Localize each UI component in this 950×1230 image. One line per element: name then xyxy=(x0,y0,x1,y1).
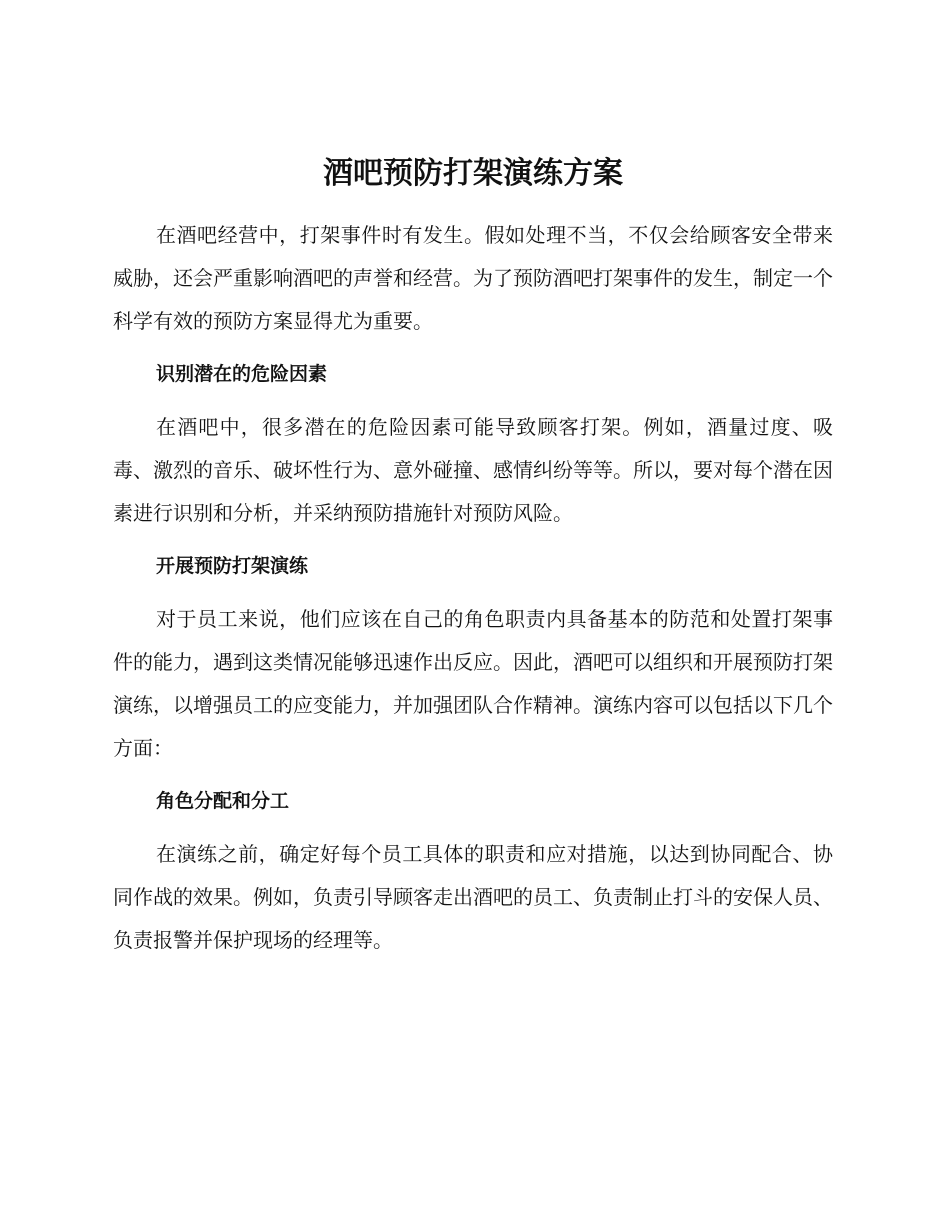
section-paragraph: 在酒吧中，很多潜在的危险因素可能导致顾客打架。例如，酒量过度、吸毒、激烈的音乐、破坏性行为、意外碰撞、感情纠纷等等。所以，要对每个潜在因素进行识别和分析，并采纳预防措施针对预防风险。 xyxy=(113,415,833,525)
document-title: 酒吧预防打架演练方案 xyxy=(323,156,623,191)
intro-paragraph: 在酒吧经营中，打架事件时有发生。假如处理不当，不仅会给顾客安全带来威胁，还会严重影响酒吧的声誉和经营。为了预防酒吧打架事件的发生，制定一个科学有效的预防方案显得尤为重要。 xyxy=(113,223,833,333)
document-body xyxy=(113,148,833,972)
section-drill xyxy=(113,545,833,770)
section-paragraph: 对于员工来说，他们应该在自己的角色职责内具备基本的防范和处置打架事件的能力，遇到这类情况能够迅速作出反应。因此，酒吧可以组织和开展预防打架演练，以增强员工的应变能力，并加强团队合作精神。演练内容可以包括以下几个方面： xyxy=(113,607,833,760)
section-heading: 角色分配和分工 xyxy=(156,790,290,812)
section-roles xyxy=(113,780,833,962)
section-heading: 识别潜在的危险因素 xyxy=(156,363,328,385)
section-paragraph: 在演练之前，确定好每个员工具体的职责和应对措施，以达到协同配合、协同作战的效果。例如，负责引导顾客走出酒吧的员工、负责制止打斗的安保人员、负责报警并保护现场的经理等。 xyxy=(113,842,833,952)
section-heading: 开展预防打架演练 xyxy=(156,555,309,577)
section-identify-risks xyxy=(113,353,833,535)
